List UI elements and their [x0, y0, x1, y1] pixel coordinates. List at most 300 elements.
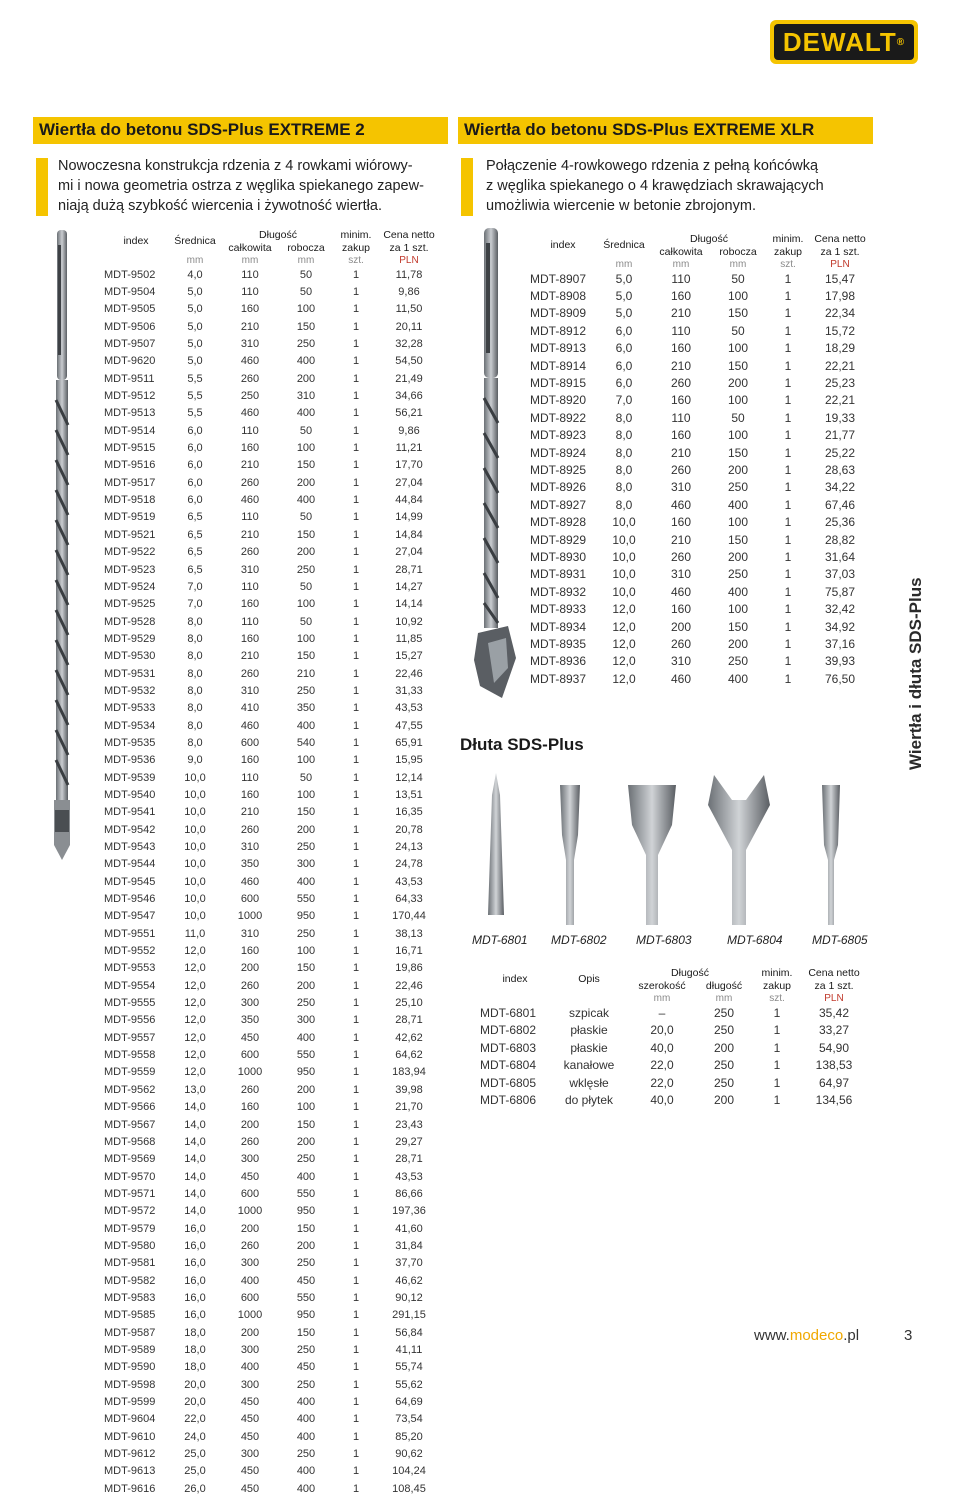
table-cell: 250	[296, 563, 316, 576]
table-cell: 100	[296, 303, 316, 316]
table-cell: 110	[671, 410, 691, 425]
table-cell: 1	[784, 323, 792, 338]
table-cell: MDT-8908	[530, 289, 587, 304]
table-row	[104, 318, 440, 335]
table-cell: 260	[670, 549, 692, 564]
table-cell: 8,0	[187, 615, 203, 628]
table-cell: 950	[296, 910, 316, 923]
table-cell: 200	[727, 376, 749, 391]
table-cell: 6,0	[187, 494, 203, 507]
unit: mm	[653, 992, 671, 1004]
table-cell: 310	[670, 480, 692, 495]
table-cell: 1	[784, 271, 792, 286]
table-row	[104, 630, 440, 647]
table-cell: 400	[296, 1482, 316, 1495]
table-cell: 8,0	[615, 462, 633, 477]
table-cell: 1	[352, 1274, 360, 1287]
table-cell: 28,71	[395, 1014, 423, 1027]
table-row	[480, 1039, 866, 1057]
table-cell: 300	[240, 1343, 260, 1356]
table-cell: 138,53	[815, 1058, 853, 1073]
table-cell: 28,63	[824, 462, 856, 477]
table-row	[530, 513, 870, 530]
table-cell: 100	[727, 602, 749, 617]
table-cell: 260	[240, 372, 260, 385]
table-cell: 10,0	[184, 788, 206, 801]
table-cell: 100	[296, 1101, 316, 1114]
table-cell: 6,5	[187, 511, 203, 524]
unit: mm	[729, 258, 747, 270]
table-cell: 8,0	[187, 667, 203, 680]
table-cell: 10,0	[184, 771, 206, 784]
table-cell: 110	[241, 771, 259, 784]
table-cell: 260	[670, 376, 692, 391]
table-row	[104, 856, 440, 873]
table-cell: MDT-8934	[530, 619, 587, 634]
table-cell: MDT-8912	[530, 323, 587, 338]
table-cell: 200	[240, 1222, 260, 1235]
col-calkowita: całkowita	[659, 245, 703, 258]
table-cell: 200	[296, 476, 316, 489]
col-opis: Opis	[578, 973, 600, 985]
table-cell: MDT-9507	[104, 338, 156, 351]
table-cell: 1	[352, 1014, 360, 1027]
table-cell: 12,0	[184, 979, 206, 992]
table-row	[104, 1133, 440, 1150]
table-cell: 1	[352, 736, 360, 749]
table-cell: 1	[352, 632, 360, 645]
table-row	[104, 804, 440, 821]
table-cell: 1	[352, 1396, 360, 1409]
table-cell: 150	[296, 320, 316, 333]
table-cell: 8,0	[615, 428, 633, 443]
table-cell: 1	[352, 303, 360, 316]
table-cell: 260	[240, 1083, 260, 1096]
table-cell: 1000	[237, 910, 263, 923]
table-cell: 310	[240, 841, 260, 854]
table-cell: 160	[670, 341, 692, 356]
table-cell: 1	[352, 806, 360, 819]
table-cell: 100	[727, 341, 749, 356]
extreme2-drill-image	[44, 230, 80, 870]
table-cell: 22,46	[395, 667, 423, 680]
table-row	[104, 387, 440, 404]
table-cell: 6,0	[187, 459, 203, 472]
table-cell: 10,0	[612, 532, 636, 547]
left-intro-line: niają dużą szybkość wiercenia i żywotność wiertła.	[58, 198, 382, 214]
table-cell: 40,0	[650, 1040, 674, 1055]
table-cell: 1	[352, 1257, 360, 1270]
table-row	[104, 942, 440, 959]
table-cell: 24,0	[184, 1430, 206, 1443]
table-cell: 400	[296, 407, 316, 420]
table-row	[104, 717, 440, 734]
table-cell: 54,50	[395, 355, 423, 368]
table-cell: 300	[240, 1378, 260, 1391]
table-cell: 18,0	[184, 1326, 206, 1339]
table-cell: 5,5	[187, 407, 203, 420]
table-cell: 200	[240, 962, 260, 975]
table-cell: MDT-9524	[104, 580, 156, 593]
table-cell: 20,0	[650, 1023, 674, 1038]
table-cell: 460	[670, 584, 692, 599]
unit: PLN	[399, 254, 419, 266]
unit: mm	[715, 992, 733, 1004]
table-cell: 10,0	[612, 515, 636, 530]
table-cell: 38,13	[395, 927, 423, 940]
table-cell: 6,0	[187, 424, 203, 437]
table-cell: 29,27	[395, 1135, 423, 1148]
table-cell: MDT-8907	[530, 271, 587, 286]
table-cell: MDT-9505	[104, 303, 156, 316]
table-cell: 12,0	[612, 619, 636, 634]
table-cell: 210	[670, 532, 692, 547]
col-cena: Cena netto	[808, 966, 860, 979]
table-cell: 50	[731, 271, 745, 286]
table-row	[480, 1092, 866, 1110]
left-accent-bar	[36, 158, 48, 216]
table-cell: 50	[299, 268, 313, 281]
table-cell: 110	[241, 424, 259, 437]
table-cell: MDT-9590	[104, 1361, 156, 1374]
table-cell: 1	[784, 480, 792, 495]
table-cell: 460	[670, 671, 692, 686]
table-cell: 1	[352, 858, 360, 871]
table-cell: MDT-8913	[530, 341, 587, 356]
table-cell: 260	[240, 667, 260, 680]
table-cell: 250	[296, 338, 316, 351]
table-row	[104, 1203, 440, 1220]
table-cell: 16,0	[184, 1274, 206, 1287]
table-cell: 12,0	[184, 962, 206, 975]
table-row	[104, 1237, 440, 1254]
table-row	[104, 1012, 440, 1029]
table-cell: 110	[241, 268, 259, 281]
table-row	[104, 908, 440, 925]
table-cell: 10,0	[612, 567, 636, 582]
table-cell: 90,12	[395, 1291, 423, 1304]
table-cell: MDT-9551	[104, 927, 156, 940]
table-cell: 950	[296, 1309, 316, 1322]
table-cell: MDT-8937	[530, 671, 587, 686]
table-cell: 1	[784, 393, 792, 408]
table-cell: 10,0	[184, 858, 206, 871]
table-cell: 350	[240, 858, 260, 871]
table-cell: 39,98	[395, 1083, 423, 1096]
table-cell: 1	[352, 945, 360, 958]
table-cell: 5,5	[187, 390, 203, 403]
table-cell: 40,0	[650, 1093, 674, 1108]
table-cell: 250	[240, 390, 260, 403]
table-row	[104, 665, 440, 682]
table-cell: 24,13	[395, 841, 423, 854]
col-robocza: robocza	[287, 241, 325, 254]
table-cell: MDT-9583	[104, 1291, 156, 1304]
table-cell: 31,64	[824, 549, 856, 564]
table-cell: –	[658, 1005, 666, 1020]
table-row	[104, 994, 440, 1011]
table-row	[530, 409, 870, 426]
table-row	[104, 752, 440, 769]
table-cell: 25,36	[824, 515, 856, 530]
table-row	[104, 1359, 440, 1376]
table-cell: 12,0	[184, 997, 206, 1010]
table-cell: MDT-9580	[104, 1239, 156, 1252]
table-row	[104, 1463, 440, 1480]
table-cell: 8,0	[187, 684, 203, 697]
table-cell: 450	[240, 1482, 260, 1495]
unit: mm	[615, 258, 633, 270]
table-row	[104, 1376, 440, 1393]
table-cell: 11,78	[395, 268, 423, 281]
chisel-label: MDT-6801	[472, 933, 528, 947]
col-robocza: robocza	[719, 245, 757, 258]
table-cell: 1	[352, 424, 360, 437]
table-cell: 21,77	[824, 428, 856, 443]
table-cell: MDT-6802	[480, 1023, 537, 1038]
table-cell: MDT-9536	[104, 754, 156, 767]
table-row	[104, 422, 440, 439]
table-row	[104, 1272, 440, 1289]
table-cell: 108,45	[392, 1482, 426, 1495]
table-cell: 110	[241, 580, 259, 593]
table-row	[104, 700, 440, 717]
col-dlugosc: Długość	[671, 966, 709, 979]
table-cell: 5,0	[615, 271, 633, 286]
table-cell: MDT-9547	[104, 910, 156, 923]
col-zakup: zakup	[762, 979, 792, 992]
table-cell: 50	[299, 580, 313, 593]
table-cell: 67,46	[824, 497, 856, 512]
table-cell: 400	[296, 1465, 316, 1478]
table-cell: 1	[352, 927, 360, 940]
chisels-table	[480, 966, 866, 1109]
table-row	[104, 648, 440, 665]
table-cell: 1	[784, 410, 792, 425]
table-cell: 400	[296, 1413, 316, 1426]
table-cell: 5,0	[615, 306, 633, 321]
table-cell: 600	[240, 1291, 260, 1304]
table-cell: 400	[727, 497, 749, 512]
table-cell: MDT-9553	[104, 962, 156, 975]
table-cell: 1	[352, 650, 360, 663]
table-row	[530, 548, 870, 565]
table-cell: 160	[240, 632, 260, 645]
table-cell: MDT-9533	[104, 702, 156, 715]
table-cell: 250	[713, 1023, 735, 1038]
table-cell: 210	[670, 445, 692, 460]
table-cell: MDT-9522	[104, 546, 156, 559]
table-cell: 1	[352, 1049, 360, 1062]
col-za: za 1 szt.	[389, 241, 429, 254]
table-row	[104, 769, 440, 786]
right-intro-line: z węglika spiekanego o 4 krawędziach skrawających	[486, 178, 824, 194]
table-cell: 18,0	[184, 1343, 206, 1356]
table-cell: 20,0	[184, 1396, 206, 1409]
table-row	[530, 566, 870, 583]
table-row	[104, 1428, 440, 1445]
table-row	[530, 287, 870, 304]
xlr-table	[530, 232, 870, 687]
table-cell: 200	[727, 549, 749, 564]
table-cell: MDT-9552	[104, 945, 156, 958]
table-cell: 1	[352, 1118, 360, 1131]
left-intro-line: mi i nowa geometria ostrza z węglika spiekanego zapew-	[58, 178, 424, 194]
table-cell: 200	[727, 462, 749, 477]
table-cell: 200	[296, 372, 316, 385]
table-cell: 400	[727, 584, 749, 599]
table-cell: 950	[296, 1066, 316, 1079]
table-cell: 50	[299, 286, 313, 299]
table-cell: 210	[670, 358, 692, 373]
table-cell: MDT-9585	[104, 1309, 156, 1322]
table-cell: 110	[671, 271, 691, 286]
table-cell: MDT-8922	[530, 410, 587, 425]
unit: PLN	[824, 992, 844, 1004]
table-cell: 460	[240, 355, 260, 368]
table-cell: 291,15	[392, 1309, 426, 1322]
table-cell: 160	[670, 289, 692, 304]
table-cell: 300	[240, 1448, 260, 1461]
table-row	[104, 1393, 440, 1410]
table-cell: 600	[240, 1049, 260, 1062]
table-row	[530, 340, 870, 357]
table-row	[104, 1099, 440, 1116]
footer-url[interactable]	[754, 1327, 859, 1344]
table-cell: 250	[296, 927, 316, 940]
table-cell: MDT-9604	[104, 1413, 156, 1426]
table-cell: 300	[296, 1014, 316, 1027]
table-row	[530, 531, 870, 548]
left-title-band	[33, 117, 448, 144]
table-cell: 300	[240, 1153, 260, 1166]
table-cell: MDT-9517	[104, 476, 156, 489]
table-cell: 56,84	[395, 1326, 423, 1339]
table-cell: 1	[352, 407, 360, 420]
table-cell: 15,95	[395, 754, 423, 767]
table-cell: 73,54	[395, 1413, 423, 1426]
table-cell: 1	[784, 462, 792, 477]
table-cell: 5,5	[187, 372, 203, 385]
table-cell: 310	[240, 927, 260, 940]
table-cell: 43,53	[395, 702, 423, 715]
table-cell: 20,78	[395, 823, 423, 836]
table-cell: 1	[352, 1083, 360, 1096]
table-cell: 31,84	[395, 1239, 423, 1252]
table-cell: 16,0	[184, 1222, 206, 1235]
table-cell: 160	[240, 442, 260, 455]
table-cell: 250	[713, 1058, 735, 1073]
table-row	[104, 838, 440, 855]
table-cell: 14,0	[184, 1118, 206, 1131]
table-cell: MDT-9620	[104, 355, 156, 368]
table-cell: 1	[784, 671, 792, 686]
table-row	[104, 786, 440, 803]
table-cell: 410	[240, 702, 260, 715]
table-cell: MDT-9521	[104, 528, 156, 541]
table-row	[104, 491, 440, 508]
table-cell: 400	[296, 1031, 316, 1044]
table-cell: 1	[773, 1075, 781, 1090]
table-cell: MDT-9534	[104, 719, 156, 732]
table-cell: 1	[352, 1482, 360, 1495]
table-cell: MDT-8933	[530, 602, 587, 617]
table-cell: 1	[352, 667, 360, 680]
table-cell: 50	[299, 424, 313, 437]
table-row	[530, 583, 870, 600]
table-cell: MDT-8924	[530, 445, 587, 460]
page-number: 3	[904, 1327, 913, 1344]
table-cell: 12,0	[184, 1066, 206, 1079]
table-cell: 32,42	[824, 602, 856, 617]
table-cell: 104,24	[392, 1465, 426, 1478]
table-cell: 10,0	[184, 893, 206, 906]
chisel-label: MDT-6805	[812, 933, 868, 947]
table-cell: 22,0	[650, 1075, 674, 1090]
table-row	[104, 509, 440, 526]
table-cell: 450	[240, 1396, 260, 1409]
table-cell: 14,0	[184, 1170, 206, 1183]
table-row	[104, 457, 440, 474]
table-cell: 12,0	[612, 636, 636, 651]
table-row	[530, 427, 870, 444]
table-cell: MDT-9530	[104, 650, 156, 663]
table-cell: 10,0	[612, 549, 636, 564]
table-cell: 12,14	[395, 771, 423, 784]
table-cell: MDT-9559	[104, 1066, 156, 1079]
table-cell: 35,42	[818, 1005, 850, 1020]
chisel-label: MDT-6803	[636, 933, 692, 947]
table-cell: 25,10	[395, 997, 423, 1010]
table-cell: do płytek	[564, 1093, 614, 1108]
table-cell: 1	[352, 598, 360, 611]
table-cell: 1	[352, 1309, 360, 1322]
table-cell: 210	[240, 320, 260, 333]
table-cell: 18,29	[824, 341, 856, 356]
table-cell: 250	[296, 1257, 316, 1270]
table-cell: 1	[352, 286, 360, 299]
table-row	[104, 370, 440, 387]
table-row	[480, 1004, 866, 1022]
table-cell: 450	[240, 1170, 260, 1183]
table-cell: 200	[727, 636, 749, 651]
table-cell: 1	[352, 893, 360, 906]
table-cell: MDT-9545	[104, 875, 156, 888]
table-cell: 39,93	[824, 654, 856, 669]
table-cell: 400	[296, 875, 316, 888]
table-cell: 43,53	[395, 875, 423, 888]
table-cell: 1	[352, 702, 360, 715]
table-cell: 6,5	[187, 563, 203, 576]
table-cell: 260	[240, 476, 260, 489]
table-cell: 250	[727, 654, 749, 669]
table-cell: 210	[296, 667, 316, 680]
table-cell: 9,86	[398, 424, 420, 437]
table-cell: 1	[352, 1170, 360, 1183]
table-cell: 22,21	[824, 358, 856, 373]
table-cell: 1	[352, 476, 360, 489]
table-row	[480, 1022, 866, 1040]
table-cell: 14,84	[395, 528, 423, 541]
table-row	[104, 283, 440, 300]
table-cell: 100	[296, 788, 316, 801]
table-cell: 11,21	[395, 442, 423, 455]
table-cell: MDT-9541	[104, 806, 156, 819]
table-cell: MDT-8925	[530, 462, 587, 477]
table-cell: 24,78	[395, 858, 423, 871]
table-cell: 1	[784, 636, 792, 651]
table-cell: 600	[240, 893, 260, 906]
